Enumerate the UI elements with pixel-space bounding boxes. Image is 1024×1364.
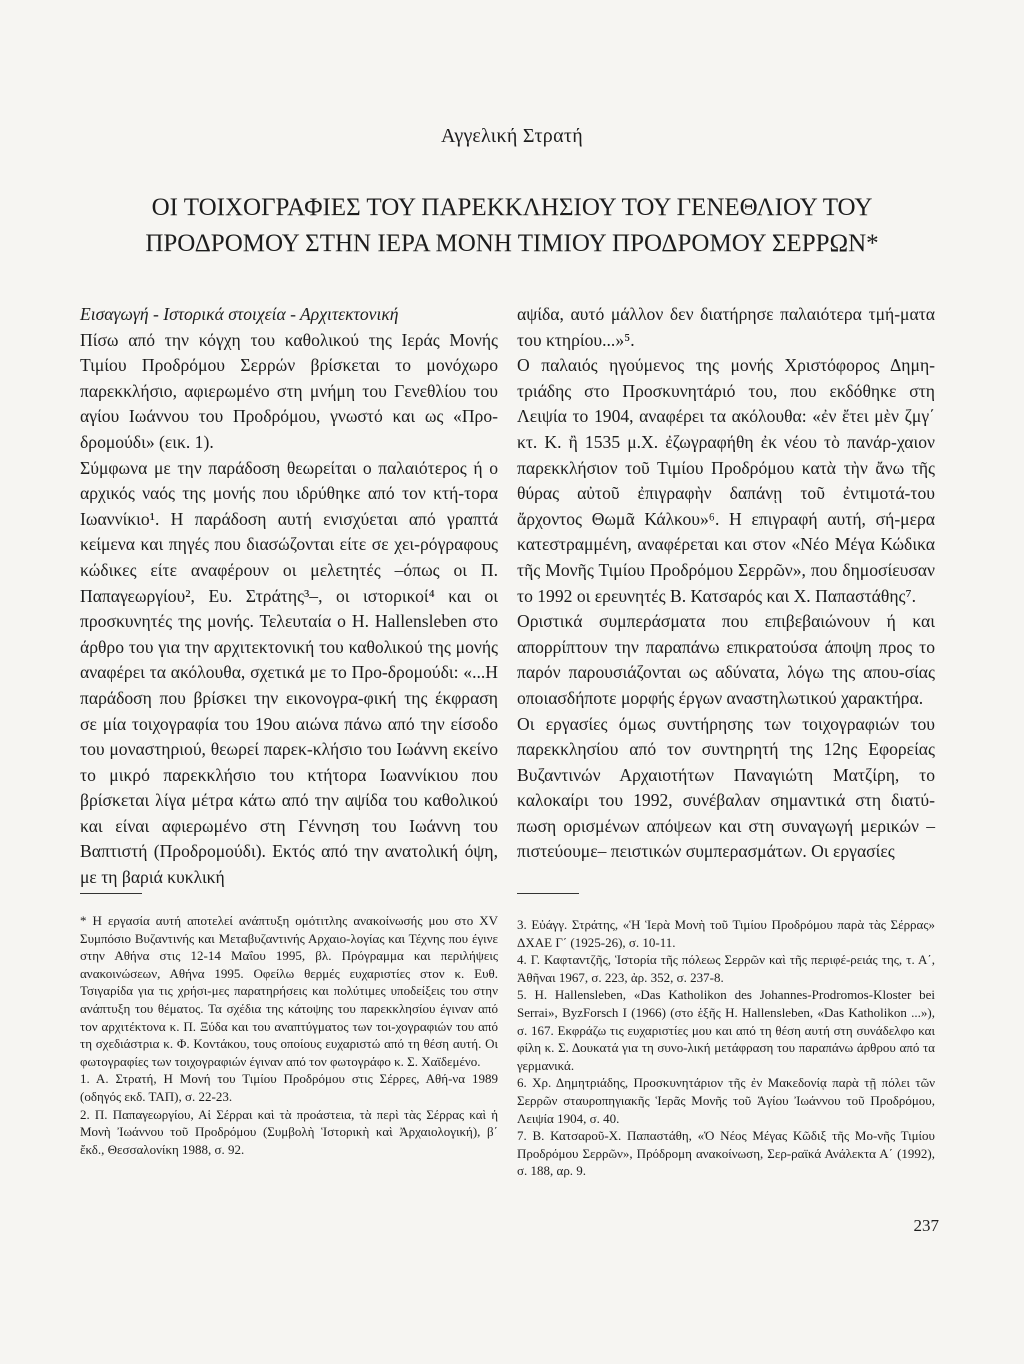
section-heading: Εισαγωγή - Ιστορικά στοιχεία - Αρχιτεκτονική	[80, 304, 399, 324]
footnote: 3. Εὐάγγ. Στράτης, «Ἡ Ἱερὰ Μονὴ τοῦ Τιμίου Προδρόμου παρὰ τὰς Σέρρας» ΔΧΑΕ Γ΄ (1925-26), σ. 10-11.	[517, 917, 935, 950]
body-paragraph: Οριστικά συμπεράσματα που επιβεβαιώνουν ή και απορρίπτουν την παραπάνω επικρατούσα άποψη προς το παρόν παρουσιάζονται ως αδύνατα, λόγω της απου-σίας οποιασδήποτε μορφής έργων αναστηλωτικού χαρακτήρα.	[517, 611, 935, 708]
title-line: ΠΡΟΔΡΟΜΟΥ ΣΤΗΝ ΙΕΡΑ ΜΟΝΗ ΤΙΜΙΟΥ ΠΡΟΔΡΟΜΟΥ ΣΕΡΡΩΝ*	[145, 230, 879, 257]
footnotes-right	[517, 916, 935, 1180]
footnotes-left	[80, 912, 498, 1158]
footnote: 1. Α. Στρατή, Η Μονή του Τιμίου Προδρόμου στις Σέρρες, Αθή-να 1989 (οδηγός εκδ. ΤΑΠ), σ. 22-23.	[80, 1071, 498, 1104]
body-paragraph: Πίσω από την κόγχη του καθολικού της Ιεράς Μονής Τιμίου Προδρόμου Σερρών βρίσκεται το μονόχωρο παρεκκλήσιο, αφιερωμένο στη μνήμη του Γενεθλίου του αγίου Ιωάννου του Προδρόμου, γνωστό και ως «Προ-δρομούδι» (εικ. 1).	[80, 329, 498, 452]
footnote: 2. Π. Παπαγεωργίου, Αἱ Σέρραι καὶ τὰ προάστεια, τὰ περὶ τὰς Σέρρας καὶ ἡ Μονὴ Ἰωάννου τοῦ Προδρόμου (Συμβολὴ Ἱστορικὴ καὶ Ἀρχαιολογική), β΄ ἔκδ., Θεσσαλονίκη 1988, σ. 92.	[80, 1106, 498, 1157]
body-paragraph: αψίδα, αυτό μάλλον δεν διατήρησε παλαιότερα τμή-ματα του κτηρίου...»⁵.	[517, 304, 935, 350]
footnote: 4. Γ. Καφταντζῆς, Ἱστορία τῆς πόλεως Σερρῶν καὶ τῆς περιφέ-ρειάς της, τ. Α΄, Ἀθῆναι 1967, σ. 223, ἀρ. 352, σ. 237-8.	[517, 952, 935, 985]
body-paragraph: Ο παλαιός ηγούμενος της μονής Χριστόφορος Δημη-τριάδης στο Προσκυνητάριό του, που εκδόθηκε στη Λειψία το 1904, αναφέρει τα ακόλουθα: «ἐν ἔτει μὲν ζμγ΄ κτ. Κ. ἢ 1535 μ.Χ. ἐζωγραφήθη ἐκ νέου τὸ πανάρ-χαιον παρεκκλήσιον τοῦ Τιμίου Προδρόμου κατὰ τὴν ἄνω τῆς θύρας αὐτοῦ ἐπιγραφὴν δαπάνῃ τοῦ ἐντιμοτά-του ἄρχοντος Θωμᾶ Κάλκου»⁶. Η επιγραφή αυτή, σή-μερα κατεστραμμένη, αναφέρεται και στον «Νέο Μέγα Κώδικα τῆς Μονῆς Τιμίου Προδρόμου Σερρῶν», που δημοσίευσαν το 1992 οι ερευνητές Β. Κατσαρός και Χ. Παπαστάθης⁷.	[517, 355, 935, 606]
footnote: 5. H. Hallensleben, «Das Katholikon des Johannes-Prodromos-Kloster bei Serrai», ByzForsch I (1966) (στο ἑξῆς H. Hallensleben, «Das Katholikon ...»), σ. 167. Εκφράζω τις ευχαριστίες μου και από τη θέση αυτή στη συνάδελφο και φίλη κ. Σ. Δουκατά για τη συνο-λική μετάφραση του παραπάνω άρθρου από τα γερμανικά.	[517, 987, 935, 1073]
page-number: 237	[913, 1216, 939, 1235]
footnote-divider	[517, 893, 579, 894]
body-paragraph: Σύμφωνα με την παράδοση θεωρείται ο παλαιότερος ή ο αρχικός ναός της μονής που ιδρύθηκε από τον κτή-τορα Ιωαννίκιο¹. Η παράδοση αυτή ενισχύεται από γραπτά κείμενα και πηγές που διασώζονται είτε σε χει-ρόγραφους κώδικες είτε αναφέρουν οι μελετητές –όπως οι Π. Παπαγεωργίου², Ευ. Στράτης³–, οι ιστορικοί⁴ και οι προσκυνητές της μονής. Τελευταία ο Η. Hallensleben στο άρθρο του για την αρχιτεκτονική του καθολικού της μονής αναφέρει τα ακόλουθα, σχετικά με το Προ-δρομούδι: «...Η παράδοση που βρίσκει την εικονογρα-φική της έκφραση σε μία τοιχογραφία του 19ου αιώνα πάνω από την είσοδο του μοναστηριού, θεωρεί παρεκ-κλήσιο του Ιωάννη εκείνο το μικρό παρεκκλήσιο του κτήτορα Ιωαννίκιου που βρίσκεται λίγα μέτρα κάτω από την αψίδα του καθολικού και είναι αφιερωμένο στη Γέννηση του Ιωάννη του Βαπτιστή (Προδρομούδι). Εκτός από την ανατολική όψη, με τη βαριά κυκλική	[80, 457, 498, 888]
author-name: Αγγελική Στρατή	[441, 125, 583, 147]
footnote: * Η εργασία αυτή αποτελεί ανάπτυξη ομότιτλης ανακοίνωσής μου στο XV Συμπόσιο Βυζαντινής και Μεταβυζαντινής Αρχαιο-λογίας και Τέχνης που έγινε στην Αθήνα στις 12-14 Μαΐου 1995, βλ. Πρόγραμμα και περιλήψεις ανακοινώσεων, Αθήνα 1995. Οφείλω θερμές ευχαριστίες στον κ. Ευθ. Τσιγαρίδα για τις χρήσι-μες παρατηρήσεις και πολύτιμες υποδείξεις του στην ανάπτυξη του θέματος. Τα σχέδια της κάτοψης του παρεκκλησίου έγιναν από τον αρχιτέκτονα κ. Π. Ξύδα και του αναπτύγματος των τοι-χογραφιών του από τη σχεδιάστρια κ. Φ. Κοντάκου, τους οποίους ευχαριστώ από τη θέση αυτή. Οι φωτογραφίες των τοιχογραφιών έγιναν από τον φωτογράφο κ. Σ. Χαϊδεμένο.	[80, 913, 498, 1069]
right-column	[517, 302, 935, 865]
footnote: 6. Χρ. Δημητριάδης, Προσκυνητάριον τῆς ἐν Μακεδονίᾳ παρὰ τῇ πόλει τῶν Σερρῶν σταυροπηγιακῆς Ἱερᾶς Μονῆς τοῦ Ἁγίου Ἰωάννου τοῦ Προδρόμου, Λειψία 1904, σ. 40.	[517, 1075, 935, 1126]
body-paragraph: Οι εργασίες όμως συντήρησης των τοιχογραφιών του παρεκκλησίου από τον συντηρητή της 12ης Εφορείας Βυζαντινών Αρχαιοτήτων Παναγιώτη Ματζίρη, το καλοκαίρι του 1992, συνέβαλαν σημαντικά στη διατύ-πωση ορισμένων απόψεων και στη συναγωγή μερικών –πιστεύουμε– πειστικών συμπερασμάτων. Οι εργασίες	[517, 713, 935, 862]
footnote: 7. Β. Κατσαροῦ-Χ. Παπαστάθη, «Ὁ Νέος Μέγας Κῶδιξ τῆς Μο-νῆς Τιμίου Προδρόμου Σερρῶν», Πρόδρομη ανακοίνωση, Σερ-ραϊκά Ανάλεκτα Α΄ (1992), σ. 188, αρ. 9.	[517, 1128, 935, 1179]
article-title	[80, 190, 944, 262]
footnote-divider	[80, 893, 142, 894]
title-line: ΟΙ ΤΟΙΧΟΓΡΑΦΙΕΣ ΤΟΥ ΠΑΡΕΚΚΛΗΣΙΟΥ ΤΟΥ ΓΕΝΕΘΛΙΟΥ ΤΟΥ	[151, 194, 873, 221]
left-column	[80, 302, 498, 891]
